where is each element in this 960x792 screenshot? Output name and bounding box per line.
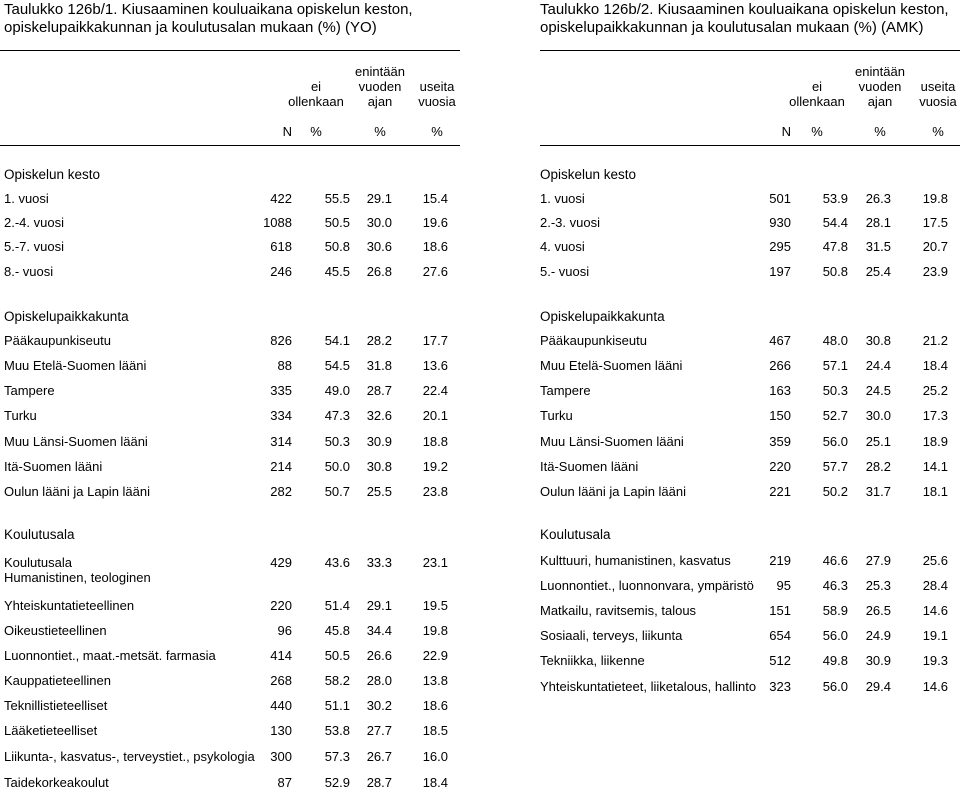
table-row [4, 407, 460, 425]
cell-value: 18.6 [422, 239, 448, 254]
cell-n: 151 [769, 603, 791, 618]
row-label: 5.- vuosi [540, 264, 590, 279]
table-row [540, 263, 956, 281]
cell-value: 23.8 [422, 484, 448, 499]
cell-n: 440 [270, 698, 292, 713]
cell-value: 25.3 [865, 578, 891, 593]
cell-n: 618 [270, 239, 292, 254]
cell-value: 27.7 [366, 723, 392, 738]
header-col2-line: ajan [367, 94, 393, 109]
cell-n: 214 [270, 459, 292, 474]
cell-value: 26.6 [366, 648, 392, 663]
cell-value: 52.9 [324, 775, 350, 790]
row-label: Oulun lääni ja Lapin lääni [4, 484, 150, 499]
cell-n: 221 [769, 484, 791, 499]
table-row [4, 458, 460, 476]
row-label: Pääkaupunkiseutu [540, 333, 647, 348]
cell-value: 28.7 [366, 383, 392, 398]
cell-value: 57.7 [822, 459, 848, 474]
cell-value: 15.4 [422, 191, 448, 206]
row-label: Tampere [4, 383, 55, 398]
cell-value: 14.1 [922, 459, 948, 474]
cell-n: 429 [270, 555, 292, 570]
row-label: Oikeustieteellinen [4, 623, 107, 638]
section-title: Opiskelupaikkakunta [4, 309, 129, 324]
cell-value: 13.8 [422, 673, 448, 688]
cell-value: 17.5 [922, 215, 948, 230]
cell-value: 50.5 [324, 215, 350, 230]
cell-value: 48.0 [822, 333, 848, 348]
cell-value: 23.9 [922, 264, 948, 279]
cell-n: 300 [270, 749, 292, 764]
cell-n: 930 [769, 215, 791, 230]
table-row [4, 483, 460, 501]
cell-n: 414 [270, 648, 292, 663]
row-label: Taidekorkeakoulut [4, 775, 109, 790]
row-label: Muu Länsi-Suomen lääni [4, 434, 148, 449]
cell-n: 422 [270, 191, 292, 206]
cell-value: 29.4 [865, 679, 891, 694]
table-row [4, 748, 460, 766]
cell-value: 28.4 [922, 578, 948, 593]
header-col1-line: ei [811, 79, 823, 94]
table-title [4, 1, 413, 37]
cell-value: 50.5 [324, 648, 350, 663]
table-row [4, 332, 460, 350]
title-line-1: Taulukko 126b/1. Kiusaaminen kouluaikana opiskelun keston, [4, 1, 413, 18]
cell-value: 24.9 [865, 628, 891, 643]
cell-value: 19.6 [422, 215, 448, 230]
cell-value: 29.1 [366, 191, 392, 206]
table-row [540, 382, 956, 400]
cell-value: 30.0 [865, 408, 891, 423]
header-col1-line: ollenkaan [288, 94, 344, 109]
cell-n: 501 [769, 191, 791, 206]
cell-n: 359 [769, 434, 791, 449]
cell-value: 50.0 [324, 459, 350, 474]
cell-value: 30.6 [366, 239, 392, 254]
table-row [4, 697, 460, 715]
cell-value: 45.5 [324, 264, 350, 279]
cell-n: 268 [270, 673, 292, 688]
cell-n: 220 [769, 459, 791, 474]
header-col2-line: enintään [855, 64, 905, 79]
table-row [4, 238, 460, 256]
row-label: 5.-7. vuosi [4, 239, 64, 254]
row-label: Tekniikka, liikenne [540, 653, 645, 668]
cell-n: 1088 [263, 215, 292, 230]
cell-value: 30.9 [865, 653, 891, 668]
cell-value: 54.4 [822, 215, 848, 230]
cell-n: 826 [270, 333, 292, 348]
cell-value: 46.3 [822, 578, 848, 593]
cell-value: 18.1 [922, 484, 948, 499]
cell-value: 58.2 [324, 673, 350, 688]
cell-value: 26.8 [366, 264, 392, 279]
cell-value: 28.7 [366, 775, 392, 790]
table-row [540, 627, 956, 645]
cell-value: 27.6 [422, 264, 448, 279]
table-row [4, 382, 460, 400]
cell-value: 45.8 [324, 623, 350, 638]
row-label: Itä-Suomen lääni [4, 459, 103, 474]
table-row [540, 407, 956, 425]
cell-n: 95 [776, 578, 791, 593]
cell-value: 19.3 [922, 653, 948, 668]
header-pct: % [811, 124, 823, 139]
table-row [540, 483, 956, 501]
cell-value: 18.8 [422, 434, 448, 449]
section-title: Opiskelun kesto [4, 167, 101, 182]
header-col3-line: useita [920, 79, 956, 94]
row-label: Yhteiskuntatieteellinen [4, 598, 135, 613]
cell-value: 26.3 [865, 191, 891, 206]
row-label: Kulttuuri, humanistinen, kasvatus [540, 553, 731, 568]
title-line-2: opiskelupaikkakunnan ja koulutusalan mukaan (%) (YO) [4, 19, 377, 36]
row-label: 4. vuosi [540, 239, 585, 254]
cell-value: 47.8 [822, 239, 848, 254]
row-label: Pääkaupunkiseutu [4, 333, 111, 348]
cell-value: 22.9 [422, 648, 448, 663]
row-label: 2.-3. vuosi [540, 215, 600, 230]
cell-value: 24.5 [865, 383, 891, 398]
row-label: Sosiaali, terveys, liikunta [540, 628, 683, 643]
cell-value: 25.2 [922, 383, 948, 398]
row-label: 1. vuosi [4, 191, 49, 206]
cell-value: 26.7 [366, 749, 392, 764]
cell-value: 20.7 [922, 239, 948, 254]
cell-value: 25.6 [922, 553, 948, 568]
cell-value: 50.3 [324, 434, 350, 449]
cell-value: 32.6 [366, 408, 392, 423]
cell-value: 14.6 [922, 603, 948, 618]
rule-line [540, 145, 960, 146]
header-col2-line: vuoden [858, 79, 902, 94]
table-row [4, 722, 460, 740]
cell-n: 323 [769, 679, 791, 694]
cell-value: 22.4 [422, 383, 448, 398]
row-label: Oulun lääni ja Lapin lääni [540, 484, 686, 499]
cell-value: 58.9 [822, 603, 848, 618]
row-label: 8.- vuosi [4, 264, 54, 279]
cell-value: 30.2 [366, 698, 392, 713]
table-row [4, 672, 460, 690]
cell-value: 55.5 [324, 191, 350, 206]
section-title: Opiskelupaikkakunta [540, 309, 665, 324]
cell-n: 87 [277, 775, 292, 790]
table-row [540, 458, 956, 476]
section-title: Opiskelun kesto [540, 167, 637, 182]
cell-value: 31.5 [865, 239, 891, 254]
cell-n: 295 [769, 239, 791, 254]
cell-value: 19.1 [922, 628, 948, 643]
cell-n: 220 [270, 598, 292, 613]
row-label: Muu Etelä-Suomen lääni [4, 358, 147, 373]
table-row [4, 597, 460, 615]
cell-value: 30.8 [865, 333, 891, 348]
cell-value: 28.1 [865, 215, 891, 230]
cell-value: 26.5 [865, 603, 891, 618]
table-row [540, 602, 956, 620]
table-row [540, 552, 956, 570]
cell-n: 88 [277, 358, 292, 373]
cell-value: 20.1 [422, 408, 448, 423]
cell-value: 33.3 [366, 555, 392, 570]
cell-value: 54.5 [324, 358, 350, 373]
cell-value: 57.3 [324, 749, 350, 764]
row-label: Koulutusala [4, 555, 72, 570]
table-row [4, 622, 460, 640]
table-row [540, 678, 956, 696]
rule-line [0, 145, 460, 146]
row-label: Luonnontiet., maat.-metsät. farmasia [4, 648, 216, 663]
table-row [540, 238, 956, 256]
title-line-1: Taulukko 126b/2. Kiusaaminen kouluaikana opiskelun keston, [540, 1, 949, 18]
table-row [4, 647, 460, 665]
cell-value: 30.8 [366, 459, 392, 474]
cell-value: 57.1 [822, 358, 848, 373]
cell-n: 163 [769, 383, 791, 398]
cell-value: 49.0 [324, 383, 350, 398]
cell-value: 50.2 [822, 484, 848, 499]
table-row [4, 774, 460, 792]
table-row [540, 190, 956, 208]
header-pct: % [431, 124, 443, 139]
cell-value: 50.7 [324, 484, 350, 499]
rule-line [0, 50, 460, 51]
header-n: N [781, 124, 791, 139]
cell-n: 467 [769, 333, 791, 348]
cell-value: 13.6 [422, 358, 448, 373]
header-pct: % [874, 124, 886, 139]
row-label: Turku [4, 408, 37, 423]
header-col3 [898, 79, 960, 109]
cell-value: 19.5 [422, 598, 448, 613]
cell-n: 512 [769, 653, 791, 668]
table-row [540, 577, 956, 595]
cell-value: 51.4 [324, 598, 350, 613]
cell-value: 50.3 [822, 383, 848, 398]
cell-value: 17.3 [922, 408, 948, 423]
table-row [540, 652, 956, 670]
cell-n: 197 [769, 264, 791, 279]
cell-n: 654 [769, 628, 791, 643]
cell-value: 51.1 [324, 698, 350, 713]
cell-value: 50.8 [324, 239, 350, 254]
cell-value: 54.1 [324, 333, 350, 348]
cell-value: 43.6 [324, 555, 350, 570]
cell-value: 18.9 [922, 434, 948, 449]
cell-value: 25.1 [865, 434, 891, 449]
cell-value: 56.0 [822, 628, 848, 643]
cell-value: 18.4 [922, 358, 948, 373]
cell-value: 53.9 [822, 191, 848, 206]
cell-value: 31.8 [366, 358, 392, 373]
header-col3-line: vuosia [418, 94, 456, 109]
header-n: N [282, 124, 292, 139]
header-col1-line: ollenkaan [789, 94, 845, 109]
cell-n: 130 [270, 723, 292, 738]
table-row [540, 214, 956, 232]
row-label: Luonnontiet., luonnonvara, ympäristö [540, 578, 754, 593]
title-line-2: opiskelupaikkakunnan ja koulutusalan mukaan (%) (AMK) [540, 19, 924, 36]
cell-value: 18.6 [422, 698, 448, 713]
cell-n: 335 [270, 383, 292, 398]
row-label: Kauppatieteellinen [4, 673, 111, 688]
cell-value: 23.1 [422, 555, 448, 570]
table-row [4, 433, 460, 451]
section-title: Koulutusala [540, 527, 611, 542]
header-col3 [397, 79, 477, 109]
row-label-continuation: Humanistinen, teologinen [4, 570, 151, 585]
rule-line [540, 50, 960, 51]
cell-value: 19.8 [922, 191, 948, 206]
row-label: Itä-Suomen lääni [540, 459, 639, 474]
header-col3-line: useita [419, 79, 455, 94]
cell-value: 28.2 [865, 459, 891, 474]
row-label: 2.-4. vuosi [4, 215, 64, 230]
cell-value: 14.6 [922, 679, 948, 694]
cell-value: 16.0 [422, 749, 448, 764]
table-row [540, 433, 956, 451]
cell-value: 27.9 [865, 553, 891, 568]
cell-value: 46.6 [822, 553, 848, 568]
table-row [4, 357, 460, 375]
cell-n: 334 [270, 408, 292, 423]
row-label: Matkailu, ravitsemis, talous [540, 603, 697, 618]
cell-value: 25.5 [366, 484, 392, 499]
cell-n: 96 [277, 623, 292, 638]
header-col3-line: vuosia [919, 94, 957, 109]
cell-value: 53.8 [324, 723, 350, 738]
cell-value: 31.7 [865, 484, 891, 499]
cell-n: 266 [769, 358, 791, 373]
cell-value: 28.2 [366, 333, 392, 348]
cell-value: 47.3 [324, 408, 350, 423]
row-label: Teknillistieteelliset [4, 698, 108, 713]
cell-value: 24.4 [865, 358, 891, 373]
table-row [4, 190, 460, 208]
row-label: Lääketieteelliset [4, 723, 98, 738]
row-label: Liikunta-, kasvatus-, terveystiet., psykologia [4, 749, 255, 764]
header-pct: % [310, 124, 322, 139]
row-label: 1. vuosi [540, 191, 585, 206]
header-col2-line: enintään [355, 64, 405, 79]
cell-value: 56.0 [822, 434, 848, 449]
header-pct: % [932, 124, 944, 139]
cell-n: 150 [769, 408, 791, 423]
table-row [540, 332, 956, 350]
cell-value: 56.0 [822, 679, 848, 694]
cell-value: 17.7 [422, 333, 448, 348]
cell-value: 25.4 [865, 264, 891, 279]
cell-value: 18.4 [422, 775, 448, 790]
cell-value: 30.0 [366, 215, 392, 230]
row-label: Muu Etelä-Suomen lääni [540, 358, 683, 373]
cell-n: 246 [270, 264, 292, 279]
cell-value: 50.8 [822, 264, 848, 279]
cell-value: 18.5 [422, 723, 448, 738]
cell-value: 19.8 [422, 623, 448, 638]
cell-value: 21.2 [922, 333, 948, 348]
cell-value: 49.8 [822, 653, 848, 668]
table-row [540, 357, 956, 375]
section-title: Koulutusala [4, 527, 75, 542]
header-pct: % [374, 124, 386, 139]
row-label: Muu Länsi-Suomen lääni [540, 434, 684, 449]
cell-value: 52.7 [822, 408, 848, 423]
table-title [540, 1, 949, 37]
cell-n: 314 [270, 434, 292, 449]
cell-value: 28.0 [366, 673, 392, 688]
header-col1-line: ei [310, 79, 322, 94]
row-label: Yhteiskuntatieteet, liiketalous, hallinto [540, 679, 757, 694]
header-col2-line: vuoden [358, 79, 402, 94]
table-row [4, 214, 460, 232]
cell-n: 282 [270, 484, 292, 499]
row-label: Turku [540, 408, 573, 423]
cell-value: 34.4 [366, 623, 392, 638]
cell-value: 19.2 [422, 459, 448, 474]
row-label: Tampere [540, 383, 591, 398]
cell-value: 29.1 [366, 598, 392, 613]
table-row [4, 263, 460, 281]
cell-value: 30.9 [366, 434, 392, 449]
header-col2-line: ajan [867, 94, 893, 109]
cell-n: 219 [769, 553, 791, 568]
